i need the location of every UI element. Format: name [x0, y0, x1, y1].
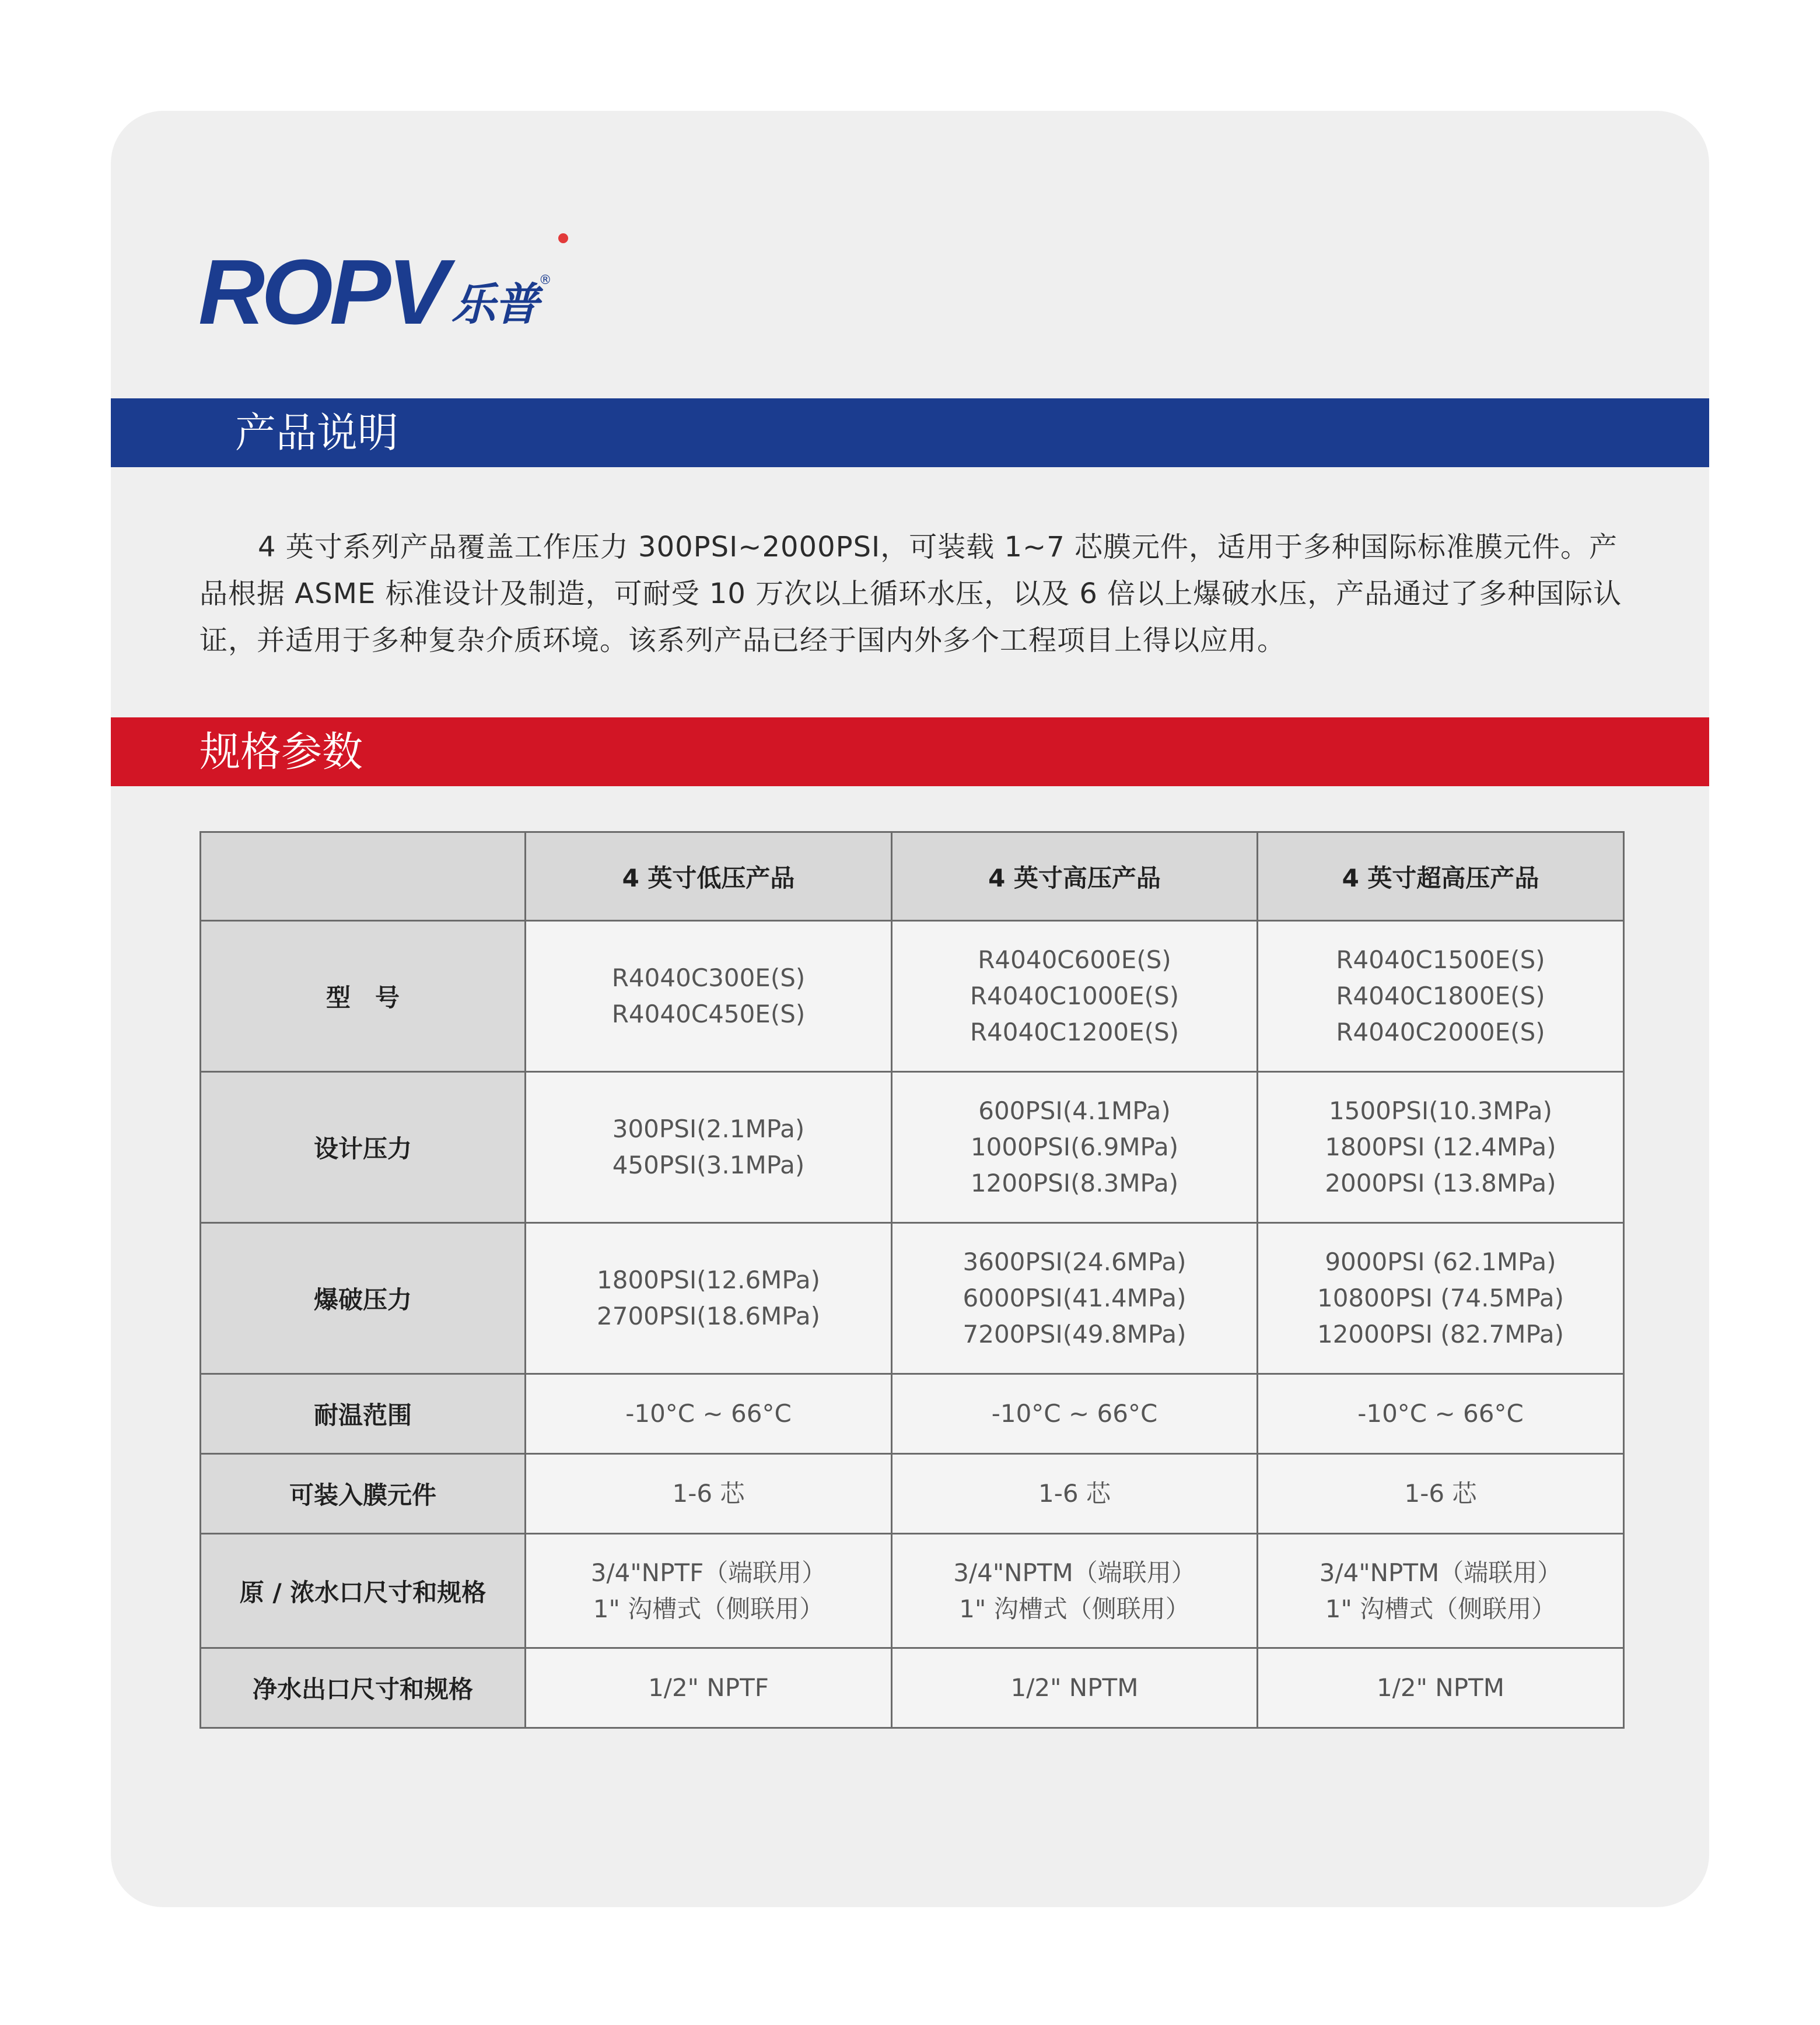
intro-section-header: 产品说明	[111, 398, 1709, 467]
col-header-low-pressure: 4 英寸低压产品	[526, 832, 892, 921]
table-corner-cell	[201, 832, 526, 921]
cell-line: 1/2" NPTM	[1010, 1673, 1139, 1702]
table-cell	[892, 1072, 1258, 1223]
table-cell	[1258, 1454, 1624, 1534]
cell-line: R4040C1200E(S)	[970, 1018, 1180, 1046]
cell-line: 3/4"NPTF（端联用）	[590, 1558, 827, 1587]
table-row-model	[201, 921, 1624, 1072]
cell-line: 2700PSI(18.6MPa)	[597, 1302, 820, 1330]
intro-paragraph: 4 英寸系列产品覆盖工作压力 300PSI~2000PSI，可装载 1~7 芯膜元件，适用于多种国际标准膜元件。产品根据 ASME 标准设计及制造，可耐受 10 万次以上循环水压，以及 6 倍以上爆破水压，产品通过了多种国际认证，并适用于多种复杂介质环境。该系列产品已经于国内外多个工程项目上得以应用。	[200, 531, 1622, 657]
table-row-membrane-capacity	[201, 1454, 1624, 1534]
cell-line: 2000PSI (13.8MPa)	[1325, 1169, 1556, 1197]
registered-mark: ®	[538, 273, 552, 288]
spec-table	[200, 831, 1625, 1729]
table-cell	[1258, 1534, 1624, 1648]
col-header-ultra-high-pressure: 4 英寸超高压产品	[1258, 832, 1624, 921]
table-row-temperature-range	[201, 1374, 1624, 1454]
cell-line: 1000PSI(6.9MPa)	[970, 1133, 1179, 1161]
table-cell	[1258, 1223, 1624, 1374]
table-cell	[526, 1374, 892, 1454]
cell-line: 300PSI(2.1MPa)	[612, 1115, 805, 1143]
cell-line: -10°C ~ 66°C	[1357, 1399, 1524, 1428]
spec-card	[111, 111, 1709, 1907]
table-row-design-pressure	[201, 1072, 1624, 1223]
cell-line: R4040C1800E(S)	[1336, 982, 1545, 1010]
table-cell	[526, 1223, 892, 1374]
cell-line: 1500PSI(10.3MPa)	[1329, 1096, 1552, 1125]
row-label: 可装入膜元件	[201, 1454, 526, 1534]
table-cell	[526, 1454, 892, 1534]
table-cell	[1258, 921, 1624, 1072]
cell-line: R4040C600E(S)	[978, 945, 1171, 974]
row-label: 爆破压力	[201, 1223, 526, 1374]
cell-line: 9000PSI (62.1MPa)	[1325, 1248, 1556, 1276]
cell-line: 1800PSI(12.6MPa)	[597, 1266, 820, 1294]
spec-section-header: 规格参数	[111, 717, 1709, 786]
cell-line: R4040C1000E(S)	[970, 982, 1180, 1010]
logo-wordmark: ROPV	[198, 241, 446, 344]
cell-line: R4040C2000E(S)	[1336, 1018, 1545, 1046]
cell-line: 1-6 芯	[1038, 1479, 1111, 1508]
table-cell	[892, 1374, 1258, 1454]
table-cell	[526, 1072, 892, 1223]
table-header-row	[201, 832, 1624, 921]
logo-chinese-name: 乐普	[451, 278, 538, 330]
row-label: 耐温范围	[201, 1374, 526, 1454]
cell-line: 3/4"NPTM（端联用）	[1319, 1558, 1562, 1587]
col-header-high-pressure: 4 英寸高压产品	[892, 832, 1258, 921]
cell-line: 3600PSI(24.6MPa)	[963, 1248, 1186, 1276]
table-cell	[1258, 1374, 1624, 1454]
cell-line: 1" 沟槽式（侧联用）	[1325, 1594, 1556, 1623]
cell-line: 1-6 芯	[672, 1479, 745, 1508]
ropv-logo	[198, 227, 552, 344]
cell-line: -10°C ~ 66°C	[991, 1399, 1158, 1428]
cell-line: 1200PSI(8.3MPa)	[970, 1169, 1179, 1197]
cell-line: 1/2" NPTF	[648, 1673, 769, 1702]
cell-line: 1800PSI (12.4MPa)	[1325, 1133, 1556, 1161]
logo-red-dot-icon	[558, 233, 568, 243]
cell-line: R4040C300E(S)	[611, 964, 806, 992]
cell-line: 1" 沟槽式（侧联用）	[593, 1594, 824, 1623]
cell-line: 450PSI(3.1MPa)	[612, 1151, 805, 1179]
table-cell	[526, 1534, 892, 1648]
table-cell	[1258, 1648, 1624, 1728]
row-label: 设计压力	[201, 1072, 526, 1223]
table-cell	[892, 1534, 1258, 1648]
row-label: 原 / 浓水口尺寸和规格	[201, 1534, 526, 1648]
cell-line: 7200PSI(49.8MPa)	[963, 1320, 1186, 1348]
table-cell	[892, 1454, 1258, 1534]
cell-line: R4040C1500E(S)	[1336, 945, 1545, 974]
table-cell	[1258, 1072, 1624, 1223]
cell-line: 12000PSI (82.7MPa)	[1317, 1320, 1564, 1348]
cell-line: 10800PSI (74.5MPa)	[1317, 1284, 1564, 1312]
cell-line: 3/4"NPTM（端联用）	[953, 1558, 1196, 1587]
cell-line: 1/2" NPTM	[1377, 1673, 1504, 1702]
row-label: 净水出口尺寸和规格	[201, 1648, 526, 1728]
table-cell	[526, 921, 892, 1072]
cell-line: 600PSI(4.1MPa)	[978, 1096, 1171, 1125]
cell-line: 1" 沟槽式（侧联用）	[959, 1594, 1190, 1623]
table-cell	[892, 921, 1258, 1072]
cell-line: 1-6 芯	[1404, 1479, 1477, 1508]
cell-line: R4040C450E(S)	[611, 1000, 806, 1028]
table-cell	[892, 1648, 1258, 1728]
table-cell	[892, 1223, 1258, 1374]
table-cell	[526, 1648, 892, 1728]
table-row-feed-concentrate-port	[201, 1534, 1624, 1648]
table-row-burst-pressure	[201, 1223, 1624, 1374]
row-label: 型 号	[201, 921, 526, 1072]
table-row-permeate-port	[201, 1648, 1624, 1728]
cell-line: -10°C ~ 66°C	[625, 1399, 792, 1428]
cell-line: 6000PSI(41.4MPa)	[963, 1284, 1186, 1312]
